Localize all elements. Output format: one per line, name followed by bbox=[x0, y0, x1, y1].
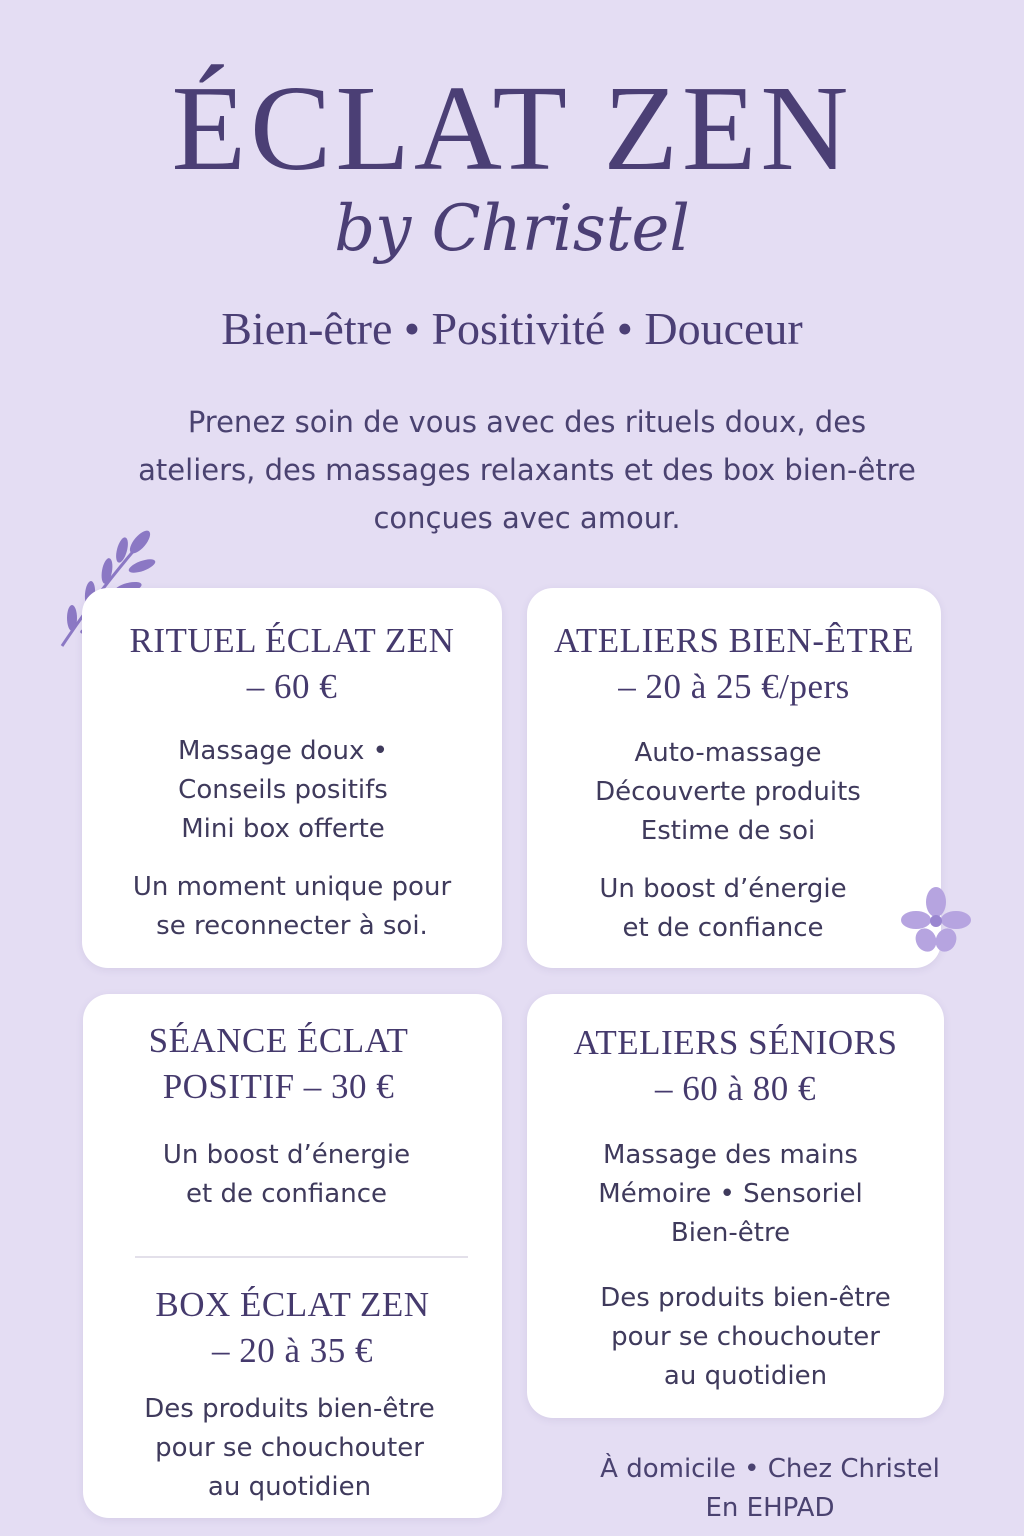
card-price: – 20 à 25 €/pers bbox=[618, 667, 850, 706]
note-line: au quotidien bbox=[663, 1361, 828, 1391]
list-item: Bien-être bbox=[670, 1218, 791, 1248]
list-item: Conseils positifs bbox=[178, 775, 388, 805]
card-note bbox=[71, 1136, 502, 1214]
footer-locations bbox=[560, 1450, 980, 1528]
card-seance-box bbox=[83, 994, 502, 1518]
card-title bbox=[55, 1018, 502, 1110]
note-line: au quotidien bbox=[207, 1472, 372, 1502]
list-item: Découverte produits bbox=[595, 777, 861, 807]
list-item: Massage doux • bbox=[177, 736, 389, 766]
subtitle: by Christel bbox=[334, 192, 690, 266]
list-item: Mini box offerte bbox=[181, 814, 385, 844]
card-title-line: BOX ÉCLAT ZEN bbox=[155, 1285, 430, 1324]
note-line: pour se chouchouter bbox=[611, 1322, 880, 1352]
list-item: Mémoire • Sensoriel bbox=[598, 1179, 863, 1209]
card-title-line: ATELIERS BIEN-ÊTRE bbox=[554, 621, 914, 660]
card-ateliers-bien-etre bbox=[527, 588, 941, 968]
card-title bbox=[82, 618, 502, 710]
list-item: Estime de soi bbox=[640, 816, 816, 846]
footer-line: En EHPAD bbox=[705, 1493, 835, 1523]
card-note bbox=[82, 868, 502, 946]
tagline: Bien-être • Positivité • Douceur bbox=[221, 303, 803, 354]
card-title-line: ATELIERS SÉNIORS bbox=[573, 1023, 898, 1062]
card-ateliers-seniors bbox=[527, 994, 944, 1418]
note-line: Des produits bien-être bbox=[600, 1283, 891, 1313]
note-line: Un boost d’énergie bbox=[162, 1140, 411, 1170]
note-line: Des produits bien-être bbox=[144, 1394, 435, 1424]
note-line: pour se chouchouter bbox=[155, 1433, 424, 1463]
card-title bbox=[83, 1282, 502, 1374]
card-note bbox=[77, 1390, 502, 1507]
intro-line: ateliers, des massages relaxants et des box bien-être bbox=[138, 453, 916, 487]
card-price: – 60 € bbox=[246, 667, 338, 706]
card-price: – 20 à 35 € bbox=[211, 1331, 374, 1370]
main-title: ÉCLAT ZEN bbox=[171, 61, 853, 196]
card-items bbox=[64, 732, 502, 849]
footer-line: À domicile • Chez Christel bbox=[600, 1454, 940, 1484]
note-line: et de confiance bbox=[186, 1179, 387, 1209]
intro-text bbox=[100, 398, 954, 542]
card-note bbox=[547, 1279, 944, 1396]
flower-icon bbox=[900, 886, 972, 954]
card-note bbox=[505, 870, 941, 948]
card-title-line: SÉANCE ÉCLAT bbox=[148, 1021, 409, 1060]
card-items bbox=[517, 1136, 944, 1253]
list-item: Auto-massage bbox=[634, 738, 822, 768]
card-price: POSITIF – 30 € bbox=[162, 1067, 395, 1106]
intro-line: Prenez soin de vous avec des rituels doux, des bbox=[187, 405, 867, 439]
note-line: Un moment unique pour bbox=[132, 872, 452, 902]
card-title bbox=[527, 618, 941, 710]
card-items bbox=[515, 734, 941, 851]
card-title bbox=[527, 1020, 944, 1112]
note-line: se reconnecter à soi. bbox=[156, 911, 428, 941]
list-item: Massage des mains bbox=[603, 1140, 858, 1170]
note-line: Un boost d’énergie bbox=[599, 874, 847, 904]
card-title-line: RITUEL ÉCLAT ZEN bbox=[129, 621, 455, 660]
note-line: et de confiance bbox=[622, 913, 824, 943]
card-price: – 60 à 80 € bbox=[654, 1069, 817, 1108]
card-rituel bbox=[82, 588, 502, 968]
divider bbox=[135, 1256, 468, 1258]
intro-line: conçues avec amour. bbox=[373, 501, 681, 535]
